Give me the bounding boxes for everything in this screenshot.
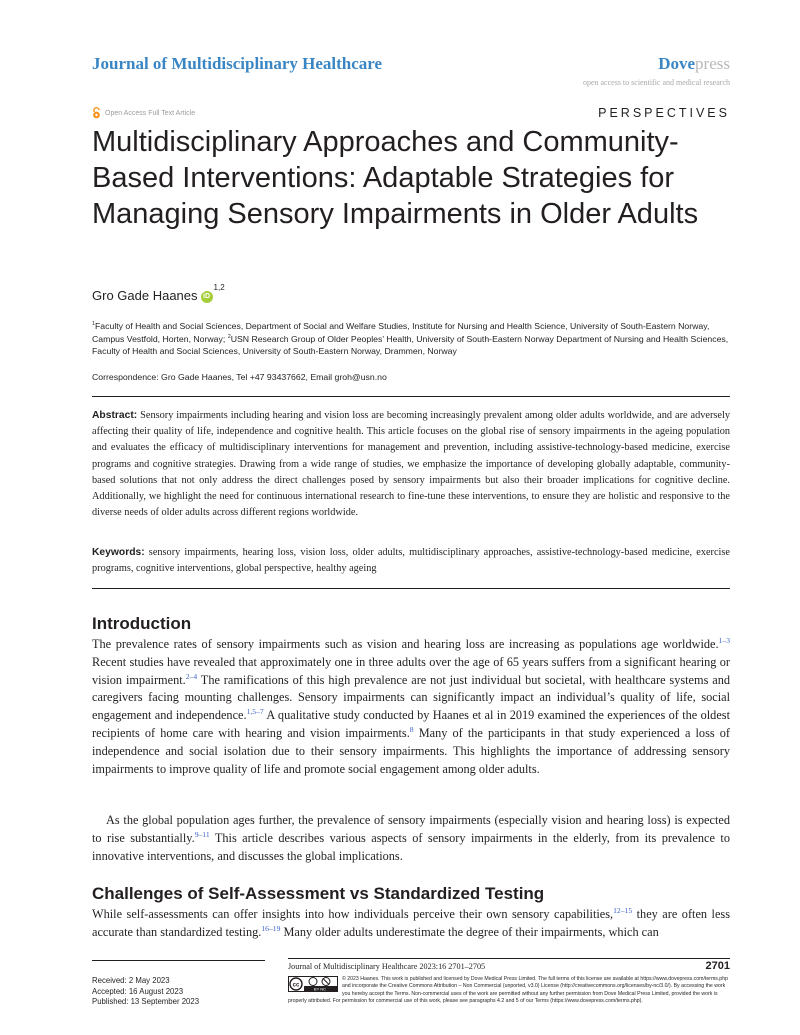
citation-link[interactable]: 12–15 <box>613 905 633 915</box>
accepted-date: Accepted: 16 August 2023 <box>92 986 184 996</box>
footer-dates <box>92 976 199 1008</box>
correspondence: Correspondence: Gro Gade Haanes, Tel +47 93437662, Email groh@usn.no <box>92 372 387 382</box>
affiliation-1: Faculty of Health and Social Sciences, Department of Social and Welfare Studies, Institute for Nursing and Health Science, University of South-Eastern Norway, Campus Vestfold, Horten, Norway; <box>92 321 710 344</box>
self-assessment-paragraph-1 <box>92 906 730 942</box>
license-notice <box>288 976 730 1005</box>
introduction-paragraph-1 <box>92 636 730 778</box>
abstract-label: Abstract: <box>92 410 138 421</box>
introduction-paragraph-2 <box>92 812 730 865</box>
cc-badge-text: BY NC <box>313 986 327 992</box>
open-access-lock-icon <box>92 107 101 119</box>
publisher-tagline: open access to scientific and medical research <box>582 78 730 87</box>
abstract <box>92 408 730 521</box>
journal-title[interactable]: Journal of Multidisciplinary Healthcare <box>92 54 383 73</box>
brand-dove: Dove <box>658 54 696 73</box>
citation-link[interactable]: 8 <box>409 724 414 734</box>
self-assessment-heading: Challenges of Self-Assessment vs Standardized Testing <box>92 884 545 903</box>
text-run: Many older adults underestimate the degree of their impairments, which can <box>280 924 659 939</box>
text-run: Many of the participants in that study experienced a loss of independence and social isolation due to their sensory impairments. This highlights the importance of addressing sensory impairments to improve quality of life and promote social engagement among older adults. <box>92 725 730 776</box>
text-run: they are often less accurate than standardized testing. <box>92 907 730 939</box>
license-text: © 2023 Haanes. This work is published and licensed by Dove Medical Press Limited. The full terms of this license are available at https://www.dovepress.com/terms.php and incorporate the Creative Commons Attribution – Non Commercial (unported, v3.0) License (http://creativecommons.org/licenses/by-nc/3.0/). By accessing the work you hereby accept the Terms. Non-commercial uses of the work are permitted without any further permission from Dove Medical Press Limited, provided the work is properly attributed. For permission for commercial use of this work, please see paragraphs 4.2 and 5 of our Terms (https://www.dovepress.com/terms.php). <box>288 976 728 1004</box>
footer-left-divider <box>92 960 265 961</box>
text-run: As the global population ages further, the prevalence of sensory impairments (especially vision and hearing loss) is expected to rise substantially. <box>92 813 730 845</box>
footer-right-divider <box>288 958 730 959</box>
text-run: Recent studies have revealed that approximately one in three adults over the age of 65 years suffers from a significant hearing or vision impairment. <box>92 654 730 687</box>
affiliation-2: USN Research Group of Older Peoples’ Health, University of South-Eastern Norway Department of Nursing and Health Sciences, Faculty of Health and Social Sciences, University of South-Eastern Norway, Drammen, Norway <box>92 333 729 356</box>
text-run: This article describes various aspects of sensory impairments in the elderly, from its prevalence to innovative interventions, and discusses the global implications. <box>92 830 730 863</box>
citation-link[interactable]: 9–11 <box>194 829 210 839</box>
received-date: Received: 2 May 2023 <box>92 976 170 985</box>
keywords-label: Keywords: <box>92 547 145 558</box>
affiliations <box>92 320 732 358</box>
dovepress-logo[interactable] <box>658 54 730 74</box>
article-title: Multidisciplinary Approaches and Community-Based Interventions: Adaptable Strategies for Managing Sensory Impairments in Older Adults <box>92 126 699 230</box>
orcid-icon[interactable]: iD <box>201 291 213 303</box>
keywords-text: sensory impairments, hearing loss, vision loss, older adults, multidisciplinary approaches, assistive-technology-based medicine, exercise programs, cognitive interventions, global perspective, healthy ageing <box>92 547 730 575</box>
citation-link[interactable]: 16–19 <box>261 923 281 933</box>
citation-link[interactable]: 2–4 <box>185 671 198 681</box>
citation-link[interactable]: 1–3 <box>718 635 730 645</box>
introduction-heading: Introduction <box>92 614 192 633</box>
text-run: While self-assessments can offer insights into how individuals perceive their own sensory capabilities, <box>92 907 614 921</box>
abstract-top-divider <box>92 396 730 397</box>
citation-link[interactable]: 1,5–7 <box>246 707 264 717</box>
svg-text:cc: cc <box>292 982 300 989</box>
brand-press: press <box>695 54 730 73</box>
affiliation-1-sup: 1 <box>92 321 95 328</box>
article-type-label: PERSPECTIVES <box>598 106 730 120</box>
published-date: Published: 13 September 2023 <box>92 997 200 1006</box>
text-run: A qualitative study conducted by Haanes et al in 2019 examined the experiences of the oldest recipients of home care with hearing and vision impairments. <box>92 708 730 740</box>
keywords <box>92 545 730 577</box>
text-run: The ramifications of this high prevalence are not just individual but societal, with healthcare systems and caregivers facing mounting challenges. Sensory impairments can significantly impact an individual’s quality of life, social engagement and independence. <box>92 672 730 723</box>
abstract-bottom-divider <box>92 588 730 589</box>
abstract-text: Sensory impairments including hearing and vision loss are becoming increasingly prevalent among older adults worldwide, and are adversely affecting their quality of life, independence and cognitive health. This article focuses on the global rise of sensory impairments in the ageing population and evaluates the efficacy of multidisciplinary interventions for management and prevention, including assistive-technology-based medicine, exercise programs and cognitive strategies. Drawing from a wide range of studies, we emphasize the importance of developing globally adaptable, community-based solutions that not only address the direct challenges posed by sensory impairments but also their broader implications for cognitive decline. Additionally, we highlight the need for continuous international research to fine-tune these interventions, to ensure they are holistic and responsive to the diverse needs of older adults across different regions worldwide. <box>92 410 730 519</box>
open-access-label <box>92 107 195 119</box>
author-line: Gro Gade Haanes iD 1,2 <box>92 283 225 303</box>
page-number: 2701 <box>705 960 730 972</box>
text-run: The prevalence rates of sensory impairments such as vision and hearing loss are increasing as populations age worldwide. <box>92 637 719 651</box>
affiliation-2-sup: 2 <box>227 333 231 340</box>
journal-citation: Journal of Multidisciplinary Healthcare 2023:16 2701–2705 <box>288 962 486 971</box>
creative-commons-by-nc-icon[interactable] <box>288 976 338 992</box>
author-name[interactable]: Gro Gade Haanes <box>92 288 198 303</box>
open-access-text: Open Access Full Text Article <box>105 109 196 117</box>
